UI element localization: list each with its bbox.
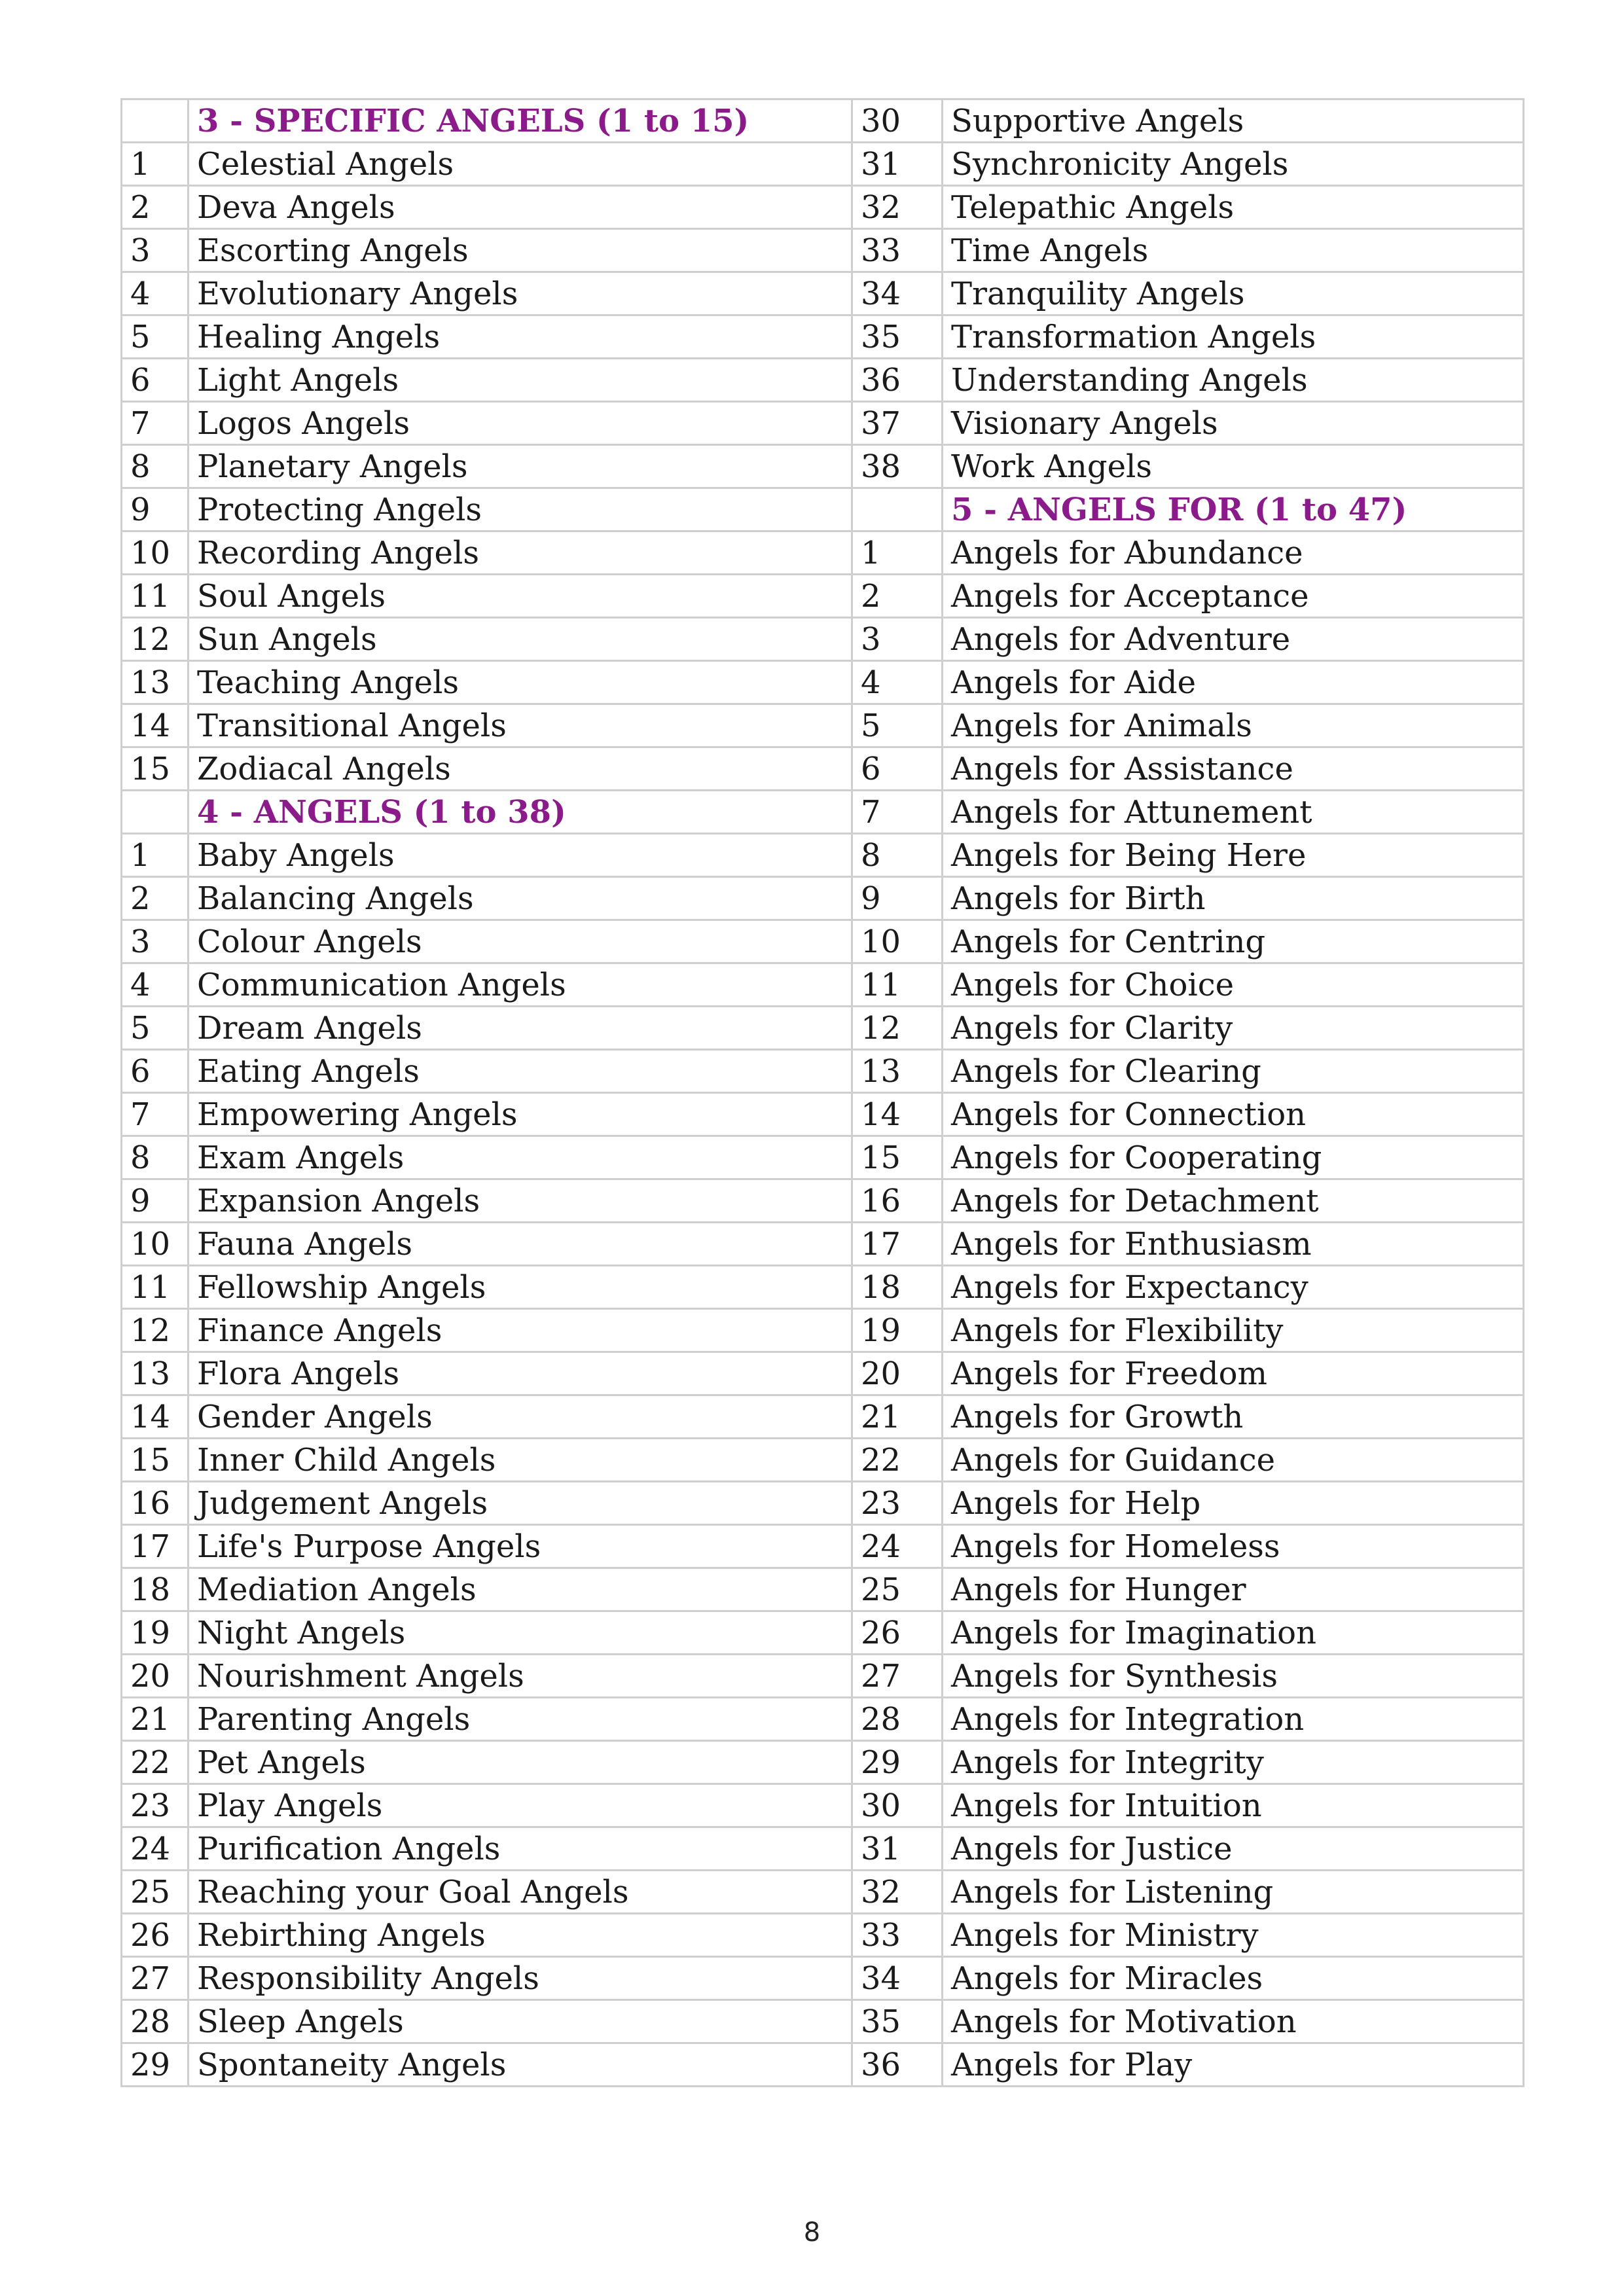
- left-label-cell: Fauna Angels: [189, 1223, 852, 1266]
- left-label-cell: Mediation Angels: [189, 1568, 852, 1611]
- right-number-cell: 24: [852, 1525, 943, 1568]
- left-label-cell: Flora Angels: [189, 1352, 852, 1395]
- right-number-cell: 20: [852, 1352, 943, 1395]
- left-number-cell: 20: [122, 1655, 189, 1698]
- left-label-cell: Responsibility Angels: [189, 1957, 852, 2000]
- left-number-cell: 2: [122, 186, 189, 229]
- table-row: [122, 1309, 1524, 1352]
- page-number: 8: [803, 2217, 821, 2248]
- right-label-cell: Angels for Ministry: [943, 1914, 1524, 1957]
- right-number-cell: 26: [852, 1611, 943, 1655]
- right-number-cell: 21: [852, 1395, 943, 1439]
- left-number-cell: 14: [122, 704, 189, 747]
- right-label-cell: Angels for Justice: [943, 1827, 1524, 1871]
- left-label-cell: Parenting Angels: [189, 1698, 852, 1741]
- right-number-cell: 36: [852, 2043, 943, 2087]
- table-row: [122, 402, 1524, 445]
- right-label-cell: Angels for Cooperating: [943, 1136, 1524, 1179]
- right-label-cell: Angels for Assistance: [943, 747, 1524, 791]
- left-label-cell: Rebirthing Angels: [189, 1914, 852, 1957]
- left-label-cell: Pet Angels: [189, 1741, 852, 1784]
- table-row: [122, 704, 1524, 747]
- right-label-cell: Angels for Acceptance: [943, 575, 1524, 618]
- left-label-cell: Light Angels: [189, 359, 852, 402]
- left-number-cell: 8: [122, 1136, 189, 1179]
- left-label-cell: Evolutionary Angels: [189, 272, 852, 315]
- left-label-cell: Eating Angels: [189, 1050, 852, 1093]
- left-number-cell: 11: [122, 575, 189, 618]
- right-number-cell: 19: [852, 1309, 943, 1352]
- table-row: [122, 272, 1524, 315]
- right-number-cell: 11: [852, 963, 943, 1007]
- right-number-cell: 2: [852, 575, 943, 618]
- left-number-cell: 10: [122, 531, 189, 575]
- right-label-cell: Angels for Abundance: [943, 531, 1524, 575]
- left-label-cell: Sleep Angels: [189, 2000, 852, 2043]
- left-label-cell: Balancing Angels: [189, 877, 852, 920]
- left-number-cell: 8: [122, 445, 189, 488]
- left-label-cell: Transitional Angels: [189, 704, 852, 747]
- right-number-cell: 38: [852, 445, 943, 488]
- left-label-cell: Expansion Angels: [189, 1179, 852, 1223]
- right-number-cell: 13: [852, 1050, 943, 1093]
- right-number-cell: 15: [852, 1136, 943, 1179]
- right-number-cell: 17: [852, 1223, 943, 1266]
- right-number-cell: 27: [852, 1655, 943, 1698]
- left-label-cell: Fellowship Angels: [189, 1266, 852, 1309]
- left-label-cell: Deva Angels: [189, 186, 852, 229]
- table-row: [122, 445, 1524, 488]
- table-row: [122, 359, 1524, 402]
- table-row: [122, 1784, 1524, 1827]
- right-label-cell: Angels for Integrity: [943, 1741, 1524, 1784]
- left-number-cell: 9: [122, 488, 189, 531]
- left-number-cell: 6: [122, 1050, 189, 1093]
- right-number-cell: 14: [852, 1093, 943, 1136]
- table-row: [122, 1050, 1524, 1093]
- left-label-cell: Celestial Angels: [189, 143, 852, 186]
- table-row: [122, 1179, 1524, 1223]
- right-label-cell: Angels for Flexibility: [943, 1309, 1524, 1352]
- left-label-cell: Judgement Angels: [189, 1482, 852, 1525]
- right-number-cell: 9: [852, 877, 943, 920]
- right-label-cell: Angels for Guidance: [943, 1439, 1524, 1482]
- table-row: [122, 1698, 1524, 1741]
- right-number-cell: 6: [852, 747, 943, 791]
- table-row: [122, 1827, 1524, 1871]
- right-label-cell: Angels for Play: [943, 2043, 1524, 2087]
- right-label-cell: Telepathic Angels: [943, 186, 1524, 229]
- right-label-cell: Synchronicity Angels: [943, 143, 1524, 186]
- table-row: [122, 1957, 1524, 2000]
- left-label-cell: Healing Angels: [189, 315, 852, 359]
- left-number-cell: 15: [122, 1439, 189, 1482]
- right-label-cell: Angels for Clearing: [943, 1050, 1524, 1093]
- left-number-cell: 17: [122, 1525, 189, 1568]
- left-label-cell: Baby Angels: [189, 834, 852, 877]
- left-number-cell: 21: [122, 1698, 189, 1741]
- right-label-cell: Angels for Expectancy: [943, 1266, 1524, 1309]
- left-number-cell: 1: [122, 834, 189, 877]
- left-number-cell: 22: [122, 1741, 189, 1784]
- right-label-cell: Angels for Choice: [943, 963, 1524, 1007]
- table-row: [122, 834, 1524, 877]
- table-row: [122, 661, 1524, 704]
- table-row: [122, 618, 1524, 661]
- left-number-cell: 28: [122, 2000, 189, 2043]
- table-row: [122, 2000, 1524, 2043]
- right-label-cell: Angels for Enthusiasm: [943, 1223, 1524, 1266]
- left-label-cell: Recording Angels: [189, 531, 852, 575]
- right-number-cell: 3: [852, 618, 943, 661]
- right-number-cell: 36: [852, 359, 943, 402]
- left-number-cell: 3: [122, 920, 189, 963]
- table-row: [122, 531, 1524, 575]
- table-row: [122, 1266, 1524, 1309]
- table-row: [122, 963, 1524, 1007]
- table-row: [122, 1482, 1524, 1525]
- left-number-cell: 12: [122, 618, 189, 661]
- left-label-cell: Communication Angels: [189, 963, 852, 1007]
- left-number-cell: 6: [122, 359, 189, 402]
- left-label-cell: Exam Angels: [189, 1136, 852, 1179]
- right-label-cell: Angels for Clarity: [943, 1007, 1524, 1050]
- right-label-cell: Angels for Miracles: [943, 1957, 1524, 2000]
- left-label-cell: Inner Child Angels: [189, 1439, 852, 1482]
- left-number-cell: 13: [122, 661, 189, 704]
- left-number-cell: 3: [122, 229, 189, 272]
- left-number-cell: 24: [122, 1827, 189, 1871]
- left-number-cell: 14: [122, 1395, 189, 1439]
- left-number-cell: 1: [122, 143, 189, 186]
- angels-list-table: [120, 98, 1525, 2087]
- angels-list-body: [122, 99, 1524, 2087]
- right-label-cell: Time Angels: [943, 229, 1524, 272]
- left-number-cell: 25: [122, 1871, 189, 1914]
- right-label-cell: Angels for Intuition: [943, 1784, 1524, 1827]
- right-label-cell: Angels for Homeless: [943, 1525, 1524, 1568]
- right-number-cell: 35: [852, 315, 943, 359]
- right-number-cell: 33: [852, 229, 943, 272]
- right-label-cell: Transformation Angels: [943, 315, 1524, 359]
- left-label-cell: Protecting Angels: [189, 488, 852, 531]
- right-number-cell: 31: [852, 143, 943, 186]
- right-number-cell: 1: [852, 531, 943, 575]
- left-number-cell: 16: [122, 1482, 189, 1525]
- right-number-cell: 31: [852, 1827, 943, 1871]
- left-number-cell: 26: [122, 1914, 189, 1957]
- right-label-cell: Angels for Integration: [943, 1698, 1524, 1741]
- right-number-cell: 33: [852, 1914, 943, 1957]
- left-label-cell: Colour Angels: [189, 920, 852, 963]
- left-number-cell: 9: [122, 1179, 189, 1223]
- left-label-cell: Logos Angels: [189, 402, 852, 445]
- table-row: [122, 1093, 1524, 1136]
- table-row: [122, 1741, 1524, 1784]
- right-number-cell: 32: [852, 186, 943, 229]
- left-label-cell: Night Angels: [189, 1611, 852, 1655]
- right-number-cell: 29: [852, 1741, 943, 1784]
- left-number-cell: [122, 99, 189, 143]
- right-number-cell: 34: [852, 1957, 943, 2000]
- right-label-cell: Understanding Angels: [943, 359, 1524, 402]
- right-label-cell: Angels for Adventure: [943, 618, 1524, 661]
- left-number-cell: 2: [122, 877, 189, 920]
- right-number-cell: 22: [852, 1439, 943, 1482]
- left-label-cell: Soul Angels: [189, 575, 852, 618]
- right-label-cell: Work Angels: [943, 445, 1524, 488]
- right-section-heading: 5 - ANGELS FOR (1 to 47): [943, 488, 1524, 531]
- left-number-cell: 7: [122, 1093, 189, 1136]
- right-number-cell: 30: [852, 1784, 943, 1827]
- right-label-cell: Angels for Being Here: [943, 834, 1524, 877]
- left-section-heading: 4 - ANGELS (1 to 38): [189, 791, 852, 834]
- right-label-cell: Angels for Connection: [943, 1093, 1524, 1136]
- table-row: [122, 1525, 1524, 1568]
- right-label-cell: Angels for Aide: [943, 661, 1524, 704]
- table-row: [122, 791, 1524, 834]
- table-row: [122, 1655, 1524, 1698]
- left-label-cell: Finance Angels: [189, 1309, 852, 1352]
- left-label-cell: Dream Angels: [189, 1007, 852, 1050]
- right-number-cell: [852, 488, 943, 531]
- right-number-cell: 18: [852, 1266, 943, 1309]
- left-number-cell: 12: [122, 1309, 189, 1352]
- right-number-cell: 10: [852, 920, 943, 963]
- table-row: [122, 877, 1524, 920]
- right-number-cell: 8: [852, 834, 943, 877]
- right-label-cell: Angels for Detachment: [943, 1179, 1524, 1223]
- left-label-cell: Play Angels: [189, 1784, 852, 1827]
- right-label-cell: Angels for Birth: [943, 877, 1524, 920]
- right-number-cell: 16: [852, 1179, 943, 1223]
- table-row: [122, 143, 1524, 186]
- left-label-cell: Nourishment Angels: [189, 1655, 852, 1698]
- left-number-cell: 10: [122, 1223, 189, 1266]
- left-number-cell: 23: [122, 1784, 189, 1827]
- left-number-cell: 19: [122, 1611, 189, 1655]
- right-number-cell: 28: [852, 1698, 943, 1741]
- right-number-cell: 7: [852, 791, 943, 834]
- left-label-cell: Spontaneity Angels: [189, 2043, 852, 2087]
- right-label-cell: Angels for Attunement: [943, 791, 1524, 834]
- right-label-cell: Angels for Animals: [943, 704, 1524, 747]
- right-label-cell: Angels for Listening: [943, 1871, 1524, 1914]
- left-number-cell: 4: [122, 272, 189, 315]
- table-row: [122, 920, 1524, 963]
- left-label-cell: Zodiacal Angels: [189, 747, 852, 791]
- left-section-heading: 3 - SPECIFIC ANGELS (1 to 15): [189, 99, 852, 143]
- table-row: [122, 1223, 1524, 1266]
- left-number-cell: 29: [122, 2043, 189, 2087]
- left-label-cell: Gender Angels: [189, 1395, 852, 1439]
- table-row: [122, 1007, 1524, 1050]
- table-row: [122, 229, 1524, 272]
- table-row: [122, 99, 1524, 143]
- right-number-cell: 4: [852, 661, 943, 704]
- right-label-cell: Angels for Help: [943, 1482, 1524, 1525]
- table-row: [122, 1871, 1524, 1914]
- left-label-cell: Life's Purpose Angels: [189, 1525, 852, 1568]
- table-row: [122, 1611, 1524, 1655]
- left-label-cell: Empowering Angels: [189, 1093, 852, 1136]
- table-row: [122, 488, 1524, 531]
- table-row: [122, 2043, 1524, 2087]
- left-number-cell: 13: [122, 1352, 189, 1395]
- right-label-cell: Tranquility Angels: [943, 272, 1524, 315]
- right-number-cell: 23: [852, 1482, 943, 1525]
- left-label-cell: Sun Angels: [189, 618, 852, 661]
- table-row: [122, 575, 1524, 618]
- right-label-cell: Angels for Hunger: [943, 1568, 1524, 1611]
- table-row: [122, 186, 1524, 229]
- right-number-cell: 32: [852, 1871, 943, 1914]
- right-number-cell: 25: [852, 1568, 943, 1611]
- table-row: [122, 315, 1524, 359]
- right-number-cell: 35: [852, 2000, 943, 2043]
- table-row: [122, 1439, 1524, 1482]
- table-row: [122, 747, 1524, 791]
- left-number-cell: 18: [122, 1568, 189, 1611]
- right-label-cell: Angels for Growth: [943, 1395, 1524, 1439]
- right-label-cell: Angels for Freedom: [943, 1352, 1524, 1395]
- right-label-cell: Angels for Imagination: [943, 1611, 1524, 1655]
- left-label-cell: Purification Angels: [189, 1827, 852, 1871]
- table-row: [122, 1352, 1524, 1395]
- left-label-cell: Planetary Angels: [189, 445, 852, 488]
- table-row: [122, 1914, 1524, 1957]
- table-row: [122, 1395, 1524, 1439]
- left-number-cell: 15: [122, 747, 189, 791]
- right-label-cell: Supportive Angels: [943, 99, 1524, 143]
- left-number-cell: 5: [122, 315, 189, 359]
- right-number-cell: 12: [852, 1007, 943, 1050]
- left-label-cell: Teaching Angels: [189, 661, 852, 704]
- left-number-cell: 11: [122, 1266, 189, 1309]
- left-number-cell: 4: [122, 963, 189, 1007]
- right-number-cell: 34: [852, 272, 943, 315]
- left-number-cell: 5: [122, 1007, 189, 1050]
- table-row: [122, 1136, 1524, 1179]
- right-label-cell: Angels for Synthesis: [943, 1655, 1524, 1698]
- right-number-cell: 5: [852, 704, 943, 747]
- right-number-cell: 30: [852, 99, 943, 143]
- left-label-cell: Reaching your Goal Angels: [189, 1871, 852, 1914]
- right-number-cell: 37: [852, 402, 943, 445]
- right-label-cell: Angels for Centring: [943, 920, 1524, 963]
- left-number-cell: 7: [122, 402, 189, 445]
- left-number-cell: [122, 791, 189, 834]
- left-number-cell: 27: [122, 1957, 189, 2000]
- right-label-cell: Visionary Angels: [943, 402, 1524, 445]
- table-row: [122, 1568, 1524, 1611]
- left-label-cell: Escorting Angels: [189, 229, 852, 272]
- right-label-cell: Angels for Motivation: [943, 2000, 1524, 2043]
